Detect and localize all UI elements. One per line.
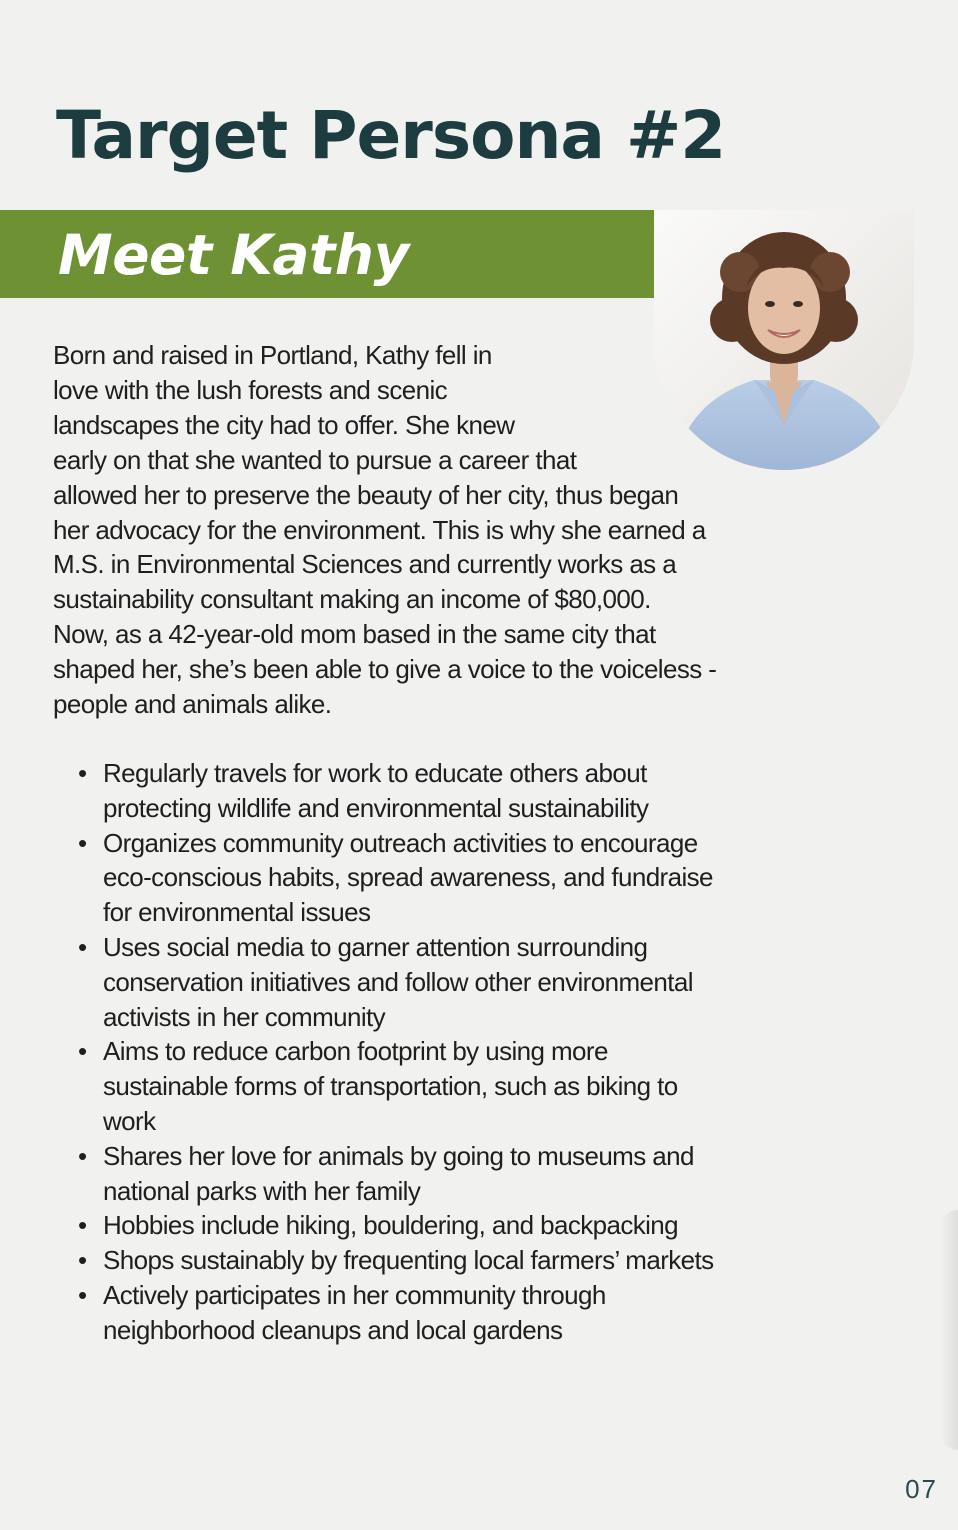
banner-heading: Meet Kathy [58, 223, 409, 287]
list-item-line: Regularly travels for work to educate others about [103, 758, 647, 788]
list-item-line: Aims to reduce carbon footprint by using more [103, 1036, 608, 1067]
bio-line: her advocacy for the environment. This is why she earned a [53, 514, 706, 545]
list-item [78, 756, 878, 826]
page-title: Target Persona #2 [56, 97, 726, 174]
list-item-line: activists in her community [103, 1001, 386, 1032]
list-item [78, 1278, 878, 1348]
page-curl-shadow [940, 1210, 958, 1450]
bio-line: landscapes the city had to offer. She knew [53, 409, 515, 440]
list-item [78, 1139, 878, 1209]
bullet-icon: • [78, 1279, 87, 1310]
bio-line: people and animals alike. [53, 689, 332, 720]
list-item-line: Hobbies include hiking, bouldering, and backpacking [103, 1210, 679, 1241]
bullet-icon: • [78, 1210, 87, 1241]
bio-line: sustainability consultant making an income of $80,000. [53, 584, 651, 615]
list-item [78, 826, 878, 930]
page-number: 07 [905, 1474, 938, 1504]
list-item-line: national parks with her family [103, 1175, 421, 1206]
bullet-icon: • [78, 758, 87, 788]
bio-line: M.S. in Environmental Sciences and currently works as a [53, 549, 677, 580]
list-item-line: sustainable forms of transportation, such as biking to [103, 1071, 678, 1102]
list-item-line: Actively participates in her community through [103, 1279, 606, 1310]
list-item [78, 1034, 878, 1138]
bio-paragraph [53, 338, 858, 722]
list-item-line: Shops sustainably by frequenting local farmers’ markets [103, 1245, 714, 1276]
bullet-icon: • [78, 827, 87, 858]
list-item-line: protecting wildlife and environmental sustainability [103, 792, 649, 823]
bio-line: Now, as a 42-year-old mom based in the same city that [53, 619, 656, 650]
list-item-line: Uses social media to garner attention surrounding [103, 931, 648, 962]
bio-line: love with the lush forests and scenic [53, 374, 448, 405]
list-item-line: eco-conscious habits, spread awareness, and fundraise [103, 862, 713, 893]
traits-list [78, 756, 878, 1348]
list-item [78, 930, 878, 1034]
bio-line: Born and raised in Portland, Kathy fell in [53, 340, 492, 370]
list-item [78, 1243, 878, 1278]
bullet-icon: • [78, 931, 87, 962]
meet-banner [0, 210, 656, 298]
bullet-icon: • [78, 1245, 87, 1276]
bio-line: allowed her to preserve the beauty of her city, thus began [53, 479, 679, 510]
list-item-line: for environmental issues [103, 897, 371, 928]
list-item-line: neighborhood cleanups and local gardens [103, 1314, 563, 1345]
bio-line: shaped her, she’s been able to give a voice to the voiceless - [53, 654, 717, 685]
bullet-icon: • [78, 1036, 87, 1067]
list-item [78, 1208, 878, 1243]
list-item-line: Organizes community outreach activities to encourage [103, 827, 698, 858]
bio-line: early on that she wanted to pursue a career that [53, 444, 577, 475]
bullet-icon: • [78, 1140, 87, 1171]
list-item-line: Shares her love for animals by going to museums and [103, 1140, 694, 1171]
list-item-line: work [103, 1105, 156, 1136]
list-item-line: conservation initiatives and follow other environmental [103, 966, 693, 997]
